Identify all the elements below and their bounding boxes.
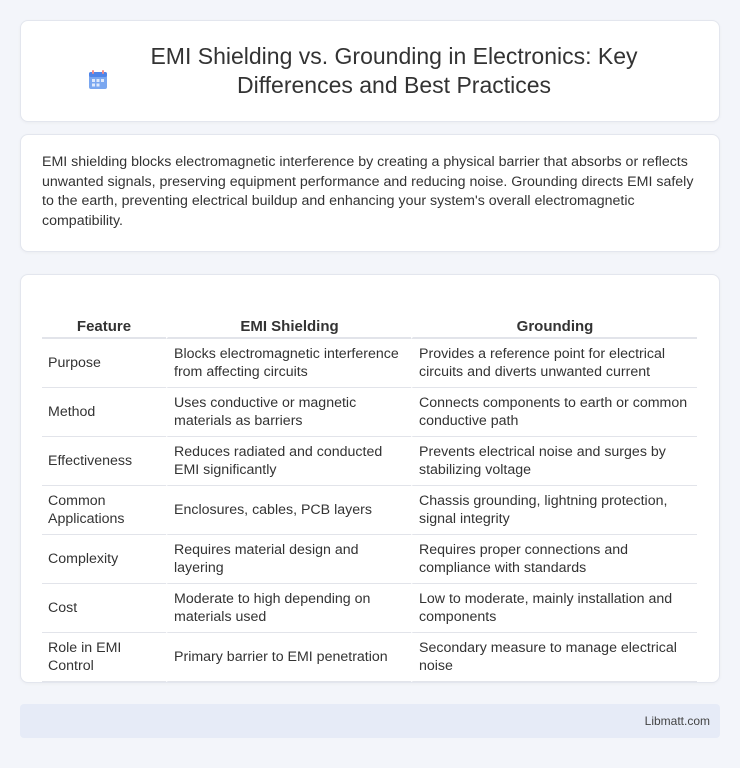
grounding-cell: Chassis grounding, lightning protection, signal integrity xyxy=(411,486,697,535)
shielding-cell: Reduces radiated and conducted EMI significantly xyxy=(166,437,411,486)
feature-cell: Role in EMI Control xyxy=(42,633,166,682)
shielding-cell: Blocks electromagnetic interference from affecting circuits xyxy=(166,339,411,388)
footer-site-link[interactable]: Libmatt.com xyxy=(644,714,710,728)
feature-cell: Purpose xyxy=(42,339,166,388)
feature-cell: Complexity xyxy=(42,535,166,584)
shielding-cell: Moderate to high depending on materials used xyxy=(166,584,411,633)
feature-cell: Common Applications xyxy=(42,486,166,535)
table-card xyxy=(20,274,720,683)
header-emi-shielding: EMI Shielding xyxy=(166,295,411,339)
table-row xyxy=(42,535,697,584)
table-header-row xyxy=(42,295,697,339)
table-row xyxy=(42,633,697,682)
intro-text: EMI shielding blocks electromagnetic interference by creating a physical barrier that absorbs or reflects unwanted signals, preserving equipment performance and reducing noise. Grounding directs EMI safely to the earth, preventing electrical buildup and enhancing your system's overall electromagnetic compatibility. xyxy=(42,154,694,229)
table-row xyxy=(42,388,697,437)
shielding-cell: Primary barrier to EMI penetration xyxy=(166,633,411,682)
comparison-table xyxy=(42,295,697,682)
grounding-cell: Connects components to earth or common conductive path xyxy=(411,388,697,437)
footer xyxy=(20,704,720,738)
feature-cell: Effectiveness xyxy=(42,437,166,486)
header-grounding: Grounding xyxy=(411,295,697,339)
grounding-cell: Requires proper connections and compliance with standards xyxy=(411,535,697,584)
grounding-cell: Low to moderate, mainly installation and components xyxy=(411,584,697,633)
grounding-cell: Secondary measure to manage electrical noise xyxy=(411,633,697,682)
shielding-cell: Enclosures, cables, PCB layers xyxy=(166,486,411,535)
shielding-cell: Uses conductive or magnetic materials as barriers xyxy=(166,388,411,437)
feature-cell: Method xyxy=(42,388,166,437)
table-row xyxy=(42,486,697,535)
page-title: EMI Shielding vs. Grounding in Electronics: Key Differences and Best Practices xyxy=(150,43,638,98)
feature-cell: Cost xyxy=(42,584,166,633)
table-row xyxy=(42,437,697,486)
grounding-cell: Prevents electrical noise and surges by stabilizing voltage xyxy=(411,437,697,486)
title-wrap xyxy=(86,42,654,100)
grounding-cell: Provides a reference point for electrical circuits and diverts unwanted current xyxy=(411,339,697,388)
calendar-icon xyxy=(86,68,110,92)
intro-card xyxy=(20,134,720,252)
table-row xyxy=(42,339,697,388)
header-feature: Feature xyxy=(42,295,166,339)
title-card xyxy=(20,20,720,122)
table-row xyxy=(42,584,697,633)
shielding-cell: Requires material design and layering xyxy=(166,535,411,584)
